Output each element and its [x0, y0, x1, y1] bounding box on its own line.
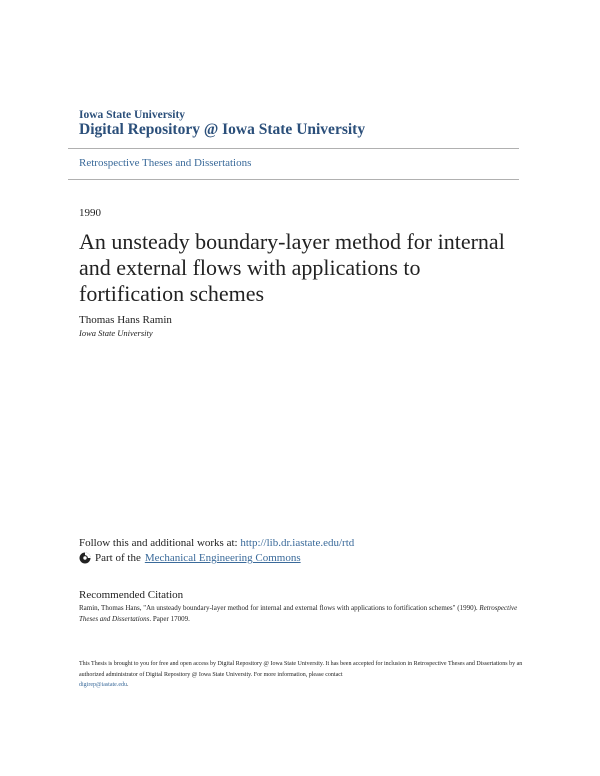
university-name: Iowa State University	[79, 109, 186, 121]
series-divider	[68, 179, 519, 180]
series-link[interactable]: Retrospective Theses and Dissertations	[79, 157, 252, 169]
citation-journal: Retrospective Theses and Dissertations	[79, 604, 518, 623]
repository-name[interactable]: Digital Repository @ Iowa State University	[79, 121, 366, 138]
mechanical-engineering-commons-link[interactable]: Mechanical Engineering Commons	[144, 552, 301, 564]
publication-year: 1990	[79, 207, 101, 219]
notice-end: .	[127, 682, 129, 688]
notice-text: This Thesis is brought to you for free and open access by Digital Repository @ Iowa State University. It has been accepted for inclusion in Retrospective Theses and Dissertations by an authorized administrator of Digital Repository @ Iowa State University. For more information, please contact	[79, 661, 523, 678]
document-title: An unsteady boundary-layer method for internal and external flows with applications to fortification schemes	[79, 229, 505, 306]
header-divider	[68, 148, 519, 149]
contact-email-link[interactable]: digirep@iastate.edu	[79, 682, 128, 688]
part-of-label: Part of the	[95, 552, 141, 564]
repository-url-link[interactable]: http://lib.dr.iastate.edu/rtd	[240, 537, 355, 549]
author-affiliation: Iowa State University	[79, 328, 153, 338]
citation-body: Ramin, Thomas Hans, "An unsteady boundary-layer method for internal and external flows with applications to fortification schemes" (1990).	[79, 604, 480, 612]
follow-label: Follow this and additional works at:	[79, 537, 238, 549]
citation-end: . Paper 17009.	[149, 615, 190, 623]
part-of-line	[79, 552, 301, 564]
follow-line	[79, 537, 354, 549]
access-notice	[79, 659, 529, 691]
open-access-icon	[79, 552, 91, 564]
recommended-citation-heading: Recommended Citation	[79, 589, 184, 601]
author-name: Thomas Hans Ramin	[79, 314, 172, 326]
citation-text	[79, 603, 529, 625]
